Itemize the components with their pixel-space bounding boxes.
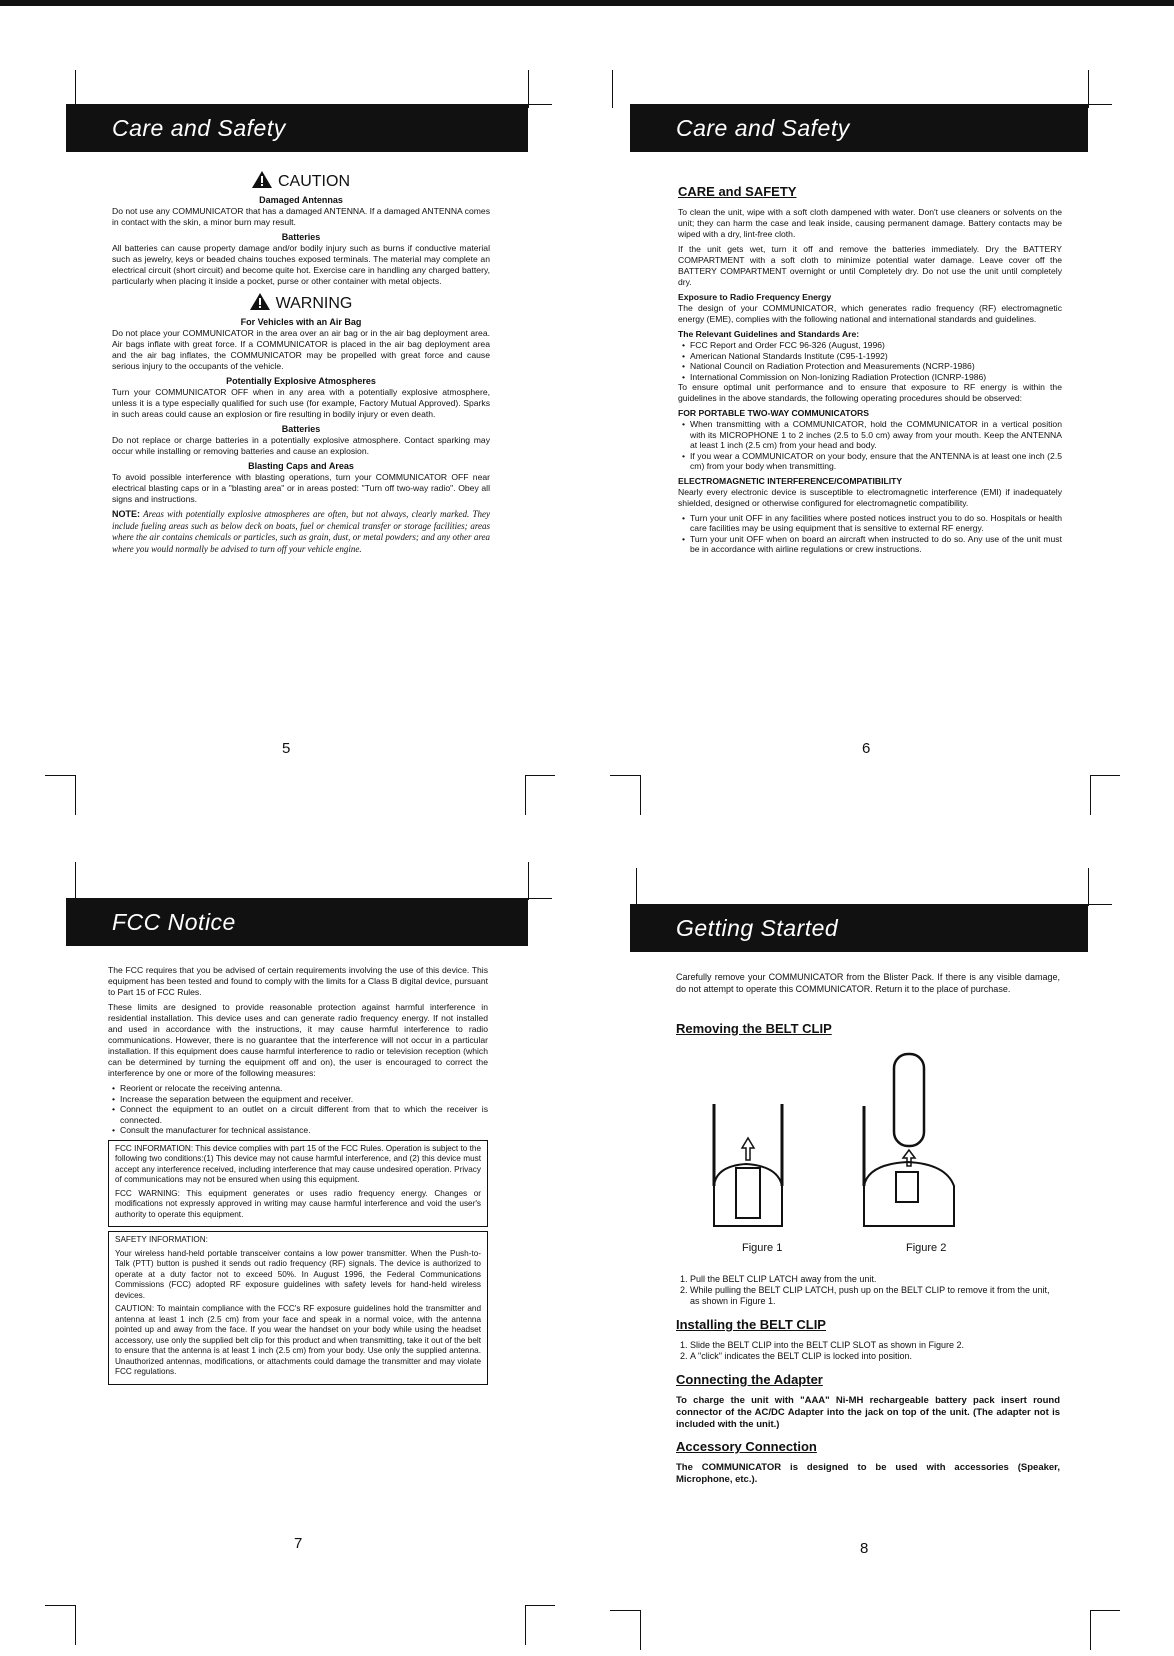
crop-mark bbox=[1088, 868, 1089, 906]
crop-mark bbox=[75, 862, 76, 900]
crop-mark bbox=[612, 70, 613, 108]
crop-mark bbox=[75, 1605, 76, 1645]
list-item: • Connect the equipment to an outlet on a circuit different from that to which the receiver is connected. bbox=[116, 1104, 488, 1125]
caution-heading bbox=[112, 171, 490, 191]
note-text: Areas with potentially explosive atmospheres are often, but not always, clearly marked. They include fueling areas such as below deck on boats, fuel or chemical transfer or storage facilities; areas where the air contains chemicals or particles, such as grain, dust, or metal powders; and any other area where you would normally be advised to turn off your vehicle engine. bbox=[112, 509, 491, 554]
list-item: 1. Pull the BELT CLIP LATCH away from the unit. bbox=[690, 1274, 1060, 1285]
wet-paragraph: If the unit gets wet, turn it off and remove the batteries immediately. Dry the BATTERY COMPARTMENT with a soft cloth to minimize potential water damage. Leave cover off the BATTERY COMPARTMENT overnight or until Completely dry. Do not use the unit until completely dry. bbox=[678, 244, 1062, 287]
air-bag-title: For Vehicles with an Air Bag bbox=[240, 317, 362, 327]
damaged-antennas-title: Damaged Antennas bbox=[259, 195, 343, 205]
crop-mark bbox=[528, 862, 529, 900]
crop-mark bbox=[75, 70, 76, 108]
belt-clip-figure-2-illustration bbox=[846, 1046, 996, 1246]
note-paragraph bbox=[112, 509, 490, 555]
crop-mark bbox=[525, 1605, 555, 1606]
warning-label: WARNING bbox=[275, 295, 353, 312]
warning-triangle-icon bbox=[250, 293, 270, 310]
crop-mark bbox=[1090, 775, 1091, 815]
crop-mark bbox=[1090, 775, 1120, 776]
page6-header-rule bbox=[1088, 104, 1112, 105]
fcc-paragraph-1: The FCC requires that you be advised of certain requirements involving the use of this device. This equipment has been tested and found to comply with the limits for a Class B digital device, pursuant to Part 15 of FCC Rules. bbox=[108, 965, 488, 997]
crop-mark bbox=[525, 775, 526, 815]
accessory-text: The COMMUNICATOR is designed to be used with accessories (Speaker, Microphone, etc.). bbox=[676, 1462, 1060, 1485]
safety-information-text: Your wireless hand-held portable transceiver contains a low power transmitter. When the Push-to-Talk (PTT) button is pushed it sends out radio frequency (RF) signals. The device is authorized to operate at a duty factor not to exceed 50%. In August 1996, the Federal Communications Commissions (FCC) adopted RF exposure guidelines with safety levels for hand-held wireless devices. bbox=[115, 1248, 481, 1300]
page-6 bbox=[678, 180, 1062, 555]
blasting-text: To avoid possible interference with blasting operations, turn your COMMUNICATOR OFF near electrical blasting caps or in a "blasting area" or in areas posted: "Turn off two-way radio". Obey all signs and instructions. bbox=[112, 472, 490, 504]
page5-header-rule bbox=[528, 104, 552, 105]
rf-text: The design of your COMMUNICATOR, which generates radio frequency (RF) electromagnetic energy (EME), complies with the following national and international standards and guidelines. bbox=[678, 303, 1062, 324]
figure-2-caption: Figure 2 bbox=[906, 1242, 947, 1254]
crop-mark bbox=[610, 1610, 640, 1611]
safety-information-box bbox=[108, 1231, 488, 1385]
page7-number: 7 bbox=[294, 1535, 303, 1552]
list-item: 1. Slide the BELT CLIP into the BELT CLIP SLOT as shown in Figure 2. bbox=[690, 1340, 1060, 1351]
figure-1-caption: Figure 1 bbox=[742, 1242, 783, 1254]
removing-belt-clip-title: Removing the BELT CLIP bbox=[676, 1021, 832, 1036]
safety-information-title: SAFETY INFORMATION: bbox=[115, 1235, 208, 1244]
page7-header: FCC Notice bbox=[66, 898, 528, 946]
installing-belt-clip-title: Installing the BELT CLIP bbox=[676, 1317, 826, 1332]
list-item: • National Council on Radiation Protection and Measurements (NCRP-1986) bbox=[686, 361, 1062, 372]
crop-mark bbox=[1088, 70, 1089, 108]
page5-header: Care and Safety bbox=[66, 104, 528, 152]
crop-mark bbox=[1090, 1610, 1091, 1650]
standards-list bbox=[678, 340, 1062, 382]
crop-mark bbox=[640, 775, 641, 815]
list-item: • Reorient or relocate the receiving antenna. bbox=[116, 1083, 488, 1094]
page6-header: Care and Safety bbox=[630, 104, 1088, 152]
caution-label: CAUTION bbox=[278, 173, 350, 190]
page8-header-rule bbox=[1088, 904, 1112, 905]
page8-number: 8 bbox=[860, 1540, 869, 1557]
rf-title: Exposure to Radio Frequency Energy bbox=[678, 292, 832, 302]
crop-mark bbox=[610, 775, 640, 776]
list-item: • Consult the manufacturer for technical assistance. bbox=[116, 1125, 488, 1136]
crop-mark bbox=[75, 775, 76, 815]
crop-mark bbox=[640, 1610, 641, 1650]
explosive-text: Turn your COMMUNICATOR OFF when in any area with a potentially explosive atmosphere, unless it is a type especially qualified for such use (for example, Factory Mutual Approved). Sparks in such areas could cause an explosion or fire resulting in bodily injury or even death. bbox=[112, 387, 490, 419]
page7-header-rule bbox=[528, 898, 552, 899]
crop-mark bbox=[1090, 1610, 1120, 1611]
fcc-information-box bbox=[108, 1140, 488, 1228]
list-item: • Turn your unit OFF in any facilities where posted notices instruct you to do so. Hospitals or health care facilities may be using equipment that is sensitive to external RF energy. bbox=[686, 513, 1062, 534]
connecting-adapter-title: Connecting the Adapter bbox=[676, 1372, 823, 1387]
crop-mark bbox=[525, 775, 555, 776]
list-item: 2. A "click" indicates the BELT CLIP is locked into position. bbox=[690, 1351, 1060, 1362]
adapter-text: To charge the unit with "AAA" Ni-MH rechargeable battery pack insert round connector of the AC/DC Adapter into the jack on top of the unit. (The adapter not is included with the unit.) bbox=[676, 1395, 1060, 1430]
emi-list bbox=[678, 513, 1062, 555]
air-bag-text: Do not place your COMMUNICATOR in the area over an air bag or in the air bag deployment area. Air bags inflate with great force. If a COMMUNICATOR is placed in the air bag deployment area and the air bag inflates, the COMMUNICATOR may be propelled with great force and cause serious injury to the occupants of the vehicle. bbox=[112, 328, 490, 371]
fcc-information-text: FCC INFORMATION: This device complies with part 15 of the FCC Rules. Operation is subject to the following two conditions:(1) This device may not cause harmful interference, and (2) this device must accept any interference received, including interference that may cause undesired operation. Privacy of communications may not be ensured when using this equipment. bbox=[115, 1143, 481, 1184]
portable-title: FOR PORTABLE TWO-WAY COMMUNICATORS bbox=[678, 408, 869, 418]
page-7 bbox=[108, 965, 488, 1385]
list-item: • International Commission on Non-Ionizing Radiation Protection (ICNRP-1986) bbox=[686, 372, 1062, 383]
batteries2-text: Do not replace or charge batteries in a potentially explosive atmosphere. Contact sparking may occur while installing or removing batteries and cause an explosion. bbox=[112, 435, 490, 456]
belt-clip-figure-1-illustration bbox=[676, 1056, 806, 1246]
list-item: • FCC Report and Order FCC 96-326 (August, 1996) bbox=[686, 340, 1062, 351]
batteries-text: All batteries can cause property damage and/or bodily injury such as burns if conductive material such as jewelry, keys or beaded chains touches exposed terminals. The material may complete an electrical circuit (short circuit) and become quite hot. Exercise care in handling any charged battery, particularly when placing it inside a pocket, purse or other container with metal objects. bbox=[112, 243, 490, 286]
care-safety-title: CARE and SAFETY bbox=[678, 184, 797, 199]
caution-triangle-icon bbox=[252, 171, 272, 188]
batteries2-title: Batteries bbox=[281, 424, 321, 434]
crop-mark bbox=[45, 775, 75, 776]
intro-paragraph: Carefully remove your COMMUNICATOR from the Blister Pack. If there is any visible damage, do not attempt to operate this COMMUNICATOR. Return it to the place of purchase. bbox=[676, 972, 1060, 994]
standards-title: The Relevant Guidelines and Standards Are: bbox=[678, 329, 860, 339]
measures-list bbox=[108, 1083, 488, 1136]
page5-number: 5 bbox=[282, 740, 291, 757]
installing-steps bbox=[676, 1340, 1060, 1362]
belt-clip-figures bbox=[676, 1046, 1060, 1256]
damaged-antennas-text: Do not use any COMMUNICATOR that has a damaged ANTENNA. If a damaged ANTENNA comes in contact with the skin, a minor burn may result. bbox=[112, 206, 490, 227]
warning-heading bbox=[112, 293, 490, 313]
fcc-paragraph-2: These limits are designed to provide reasonable protection against harmful interference in residential installation. This device uses and can generate radio frequency energy. If not installed and used in accordance with the instructions, it may cause harmful interference to radio communications. However, there is no guarantee that the interference will not occur in a particular installation. If this equipment does cause harmful interference to radio or television reception (which can be determined by turning the equipment off and on), the user is encouraged to correct the interference by one or more of the following measures: bbox=[108, 1002, 488, 1078]
list-item: • When transmitting with a COMMUNICATOR, hold the COMMUNICATOR in a vertical position with its MICROPHONE 1 to 2 inches (2.5 to 5.0 cm) away from your mouth. Keep the ANTENNA at least 1 inch (2.5 cm) from your head and body. bbox=[686, 419, 1062, 451]
list-item: • American National Standards Institute (C95-1-1992) bbox=[686, 351, 1062, 362]
ensure-text: To ensure optimal unit performance and to ensure that exposure to RF energy is within the guidelines in the above standards, the following operating procedures should be observed: bbox=[678, 382, 1062, 403]
list-item: • If you wear a COMMUNICATOR on your body, ensure that the ANTENNA is at least one inch (2.5 cm) from your body when transmitting. bbox=[686, 451, 1062, 472]
clean-paragraph: To clean the unit, wipe with a soft cloth dampened with water. Don't use cleaners or solvents on the unit; they can harm the case and leak inside, causing permanent damage. Battery contacts may be wiped with a dry, lint-free cloth. bbox=[678, 207, 1062, 239]
emi-text: Nearly every electronic device is susceptible to electromagnetic interference (EMI) if inadequately shielded, designed or otherwise configured for electromagnetic compatibility. bbox=[678, 486, 1062, 508]
list-item: • Increase the separation between the equipment and receiver. bbox=[116, 1094, 488, 1105]
accessory-connection-title: Accessory Connection bbox=[676, 1439, 817, 1454]
scan-top-border bbox=[0, 0, 1174, 6]
list-item: 2. While pulling the BELT CLIP LATCH, push up on the BELT CLIP to remove it from the unit, as shown in Figure 1. bbox=[690, 1285, 1060, 1307]
crop-mark bbox=[636, 868, 637, 906]
crop-mark bbox=[45, 1605, 75, 1606]
blasting-title: Blasting Caps and Areas bbox=[248, 461, 354, 471]
page-5 bbox=[112, 165, 490, 559]
page-8 bbox=[676, 972, 1060, 1490]
note-label: NOTE: bbox=[112, 509, 140, 519]
crop-mark bbox=[525, 1605, 526, 1645]
emi-title: ELECTROMAGNETIC INTERFERENCE/COMPATIBILITY bbox=[678, 475, 903, 486]
safety-caution-text: CAUTION: To maintain compliance with the FCC's RF exposure guidelines hold the transmitter and antenna at least 1 inch (2.5 cm) from your face and speak in a normal voice, with the antenna pointed up and away from the face. If you wear the handset on your body while using the headset accessory, use only the supplied belt clip for this product and when transmitting, take it out of the belt to ensure that the antenna is at least 1 inch (2.5 cm) from your body. Use only the supplied antenna. Unauthorized antennas, modifications, or attachments could damage the transmitter and may violate FCC regulations. bbox=[115, 1304, 481, 1376]
page6-number: 6 bbox=[862, 740, 871, 757]
batteries-title: Batteries bbox=[281, 232, 321, 242]
explosive-title: Potentially Explosive Atmospheres bbox=[226, 376, 376, 386]
fcc-warning-text: FCC WARNING: This equipment generates or uses radio frequency energy. Changes or modifications not expressly approved in writing may cause harmful interference and void the user's authority to operate this equipment. bbox=[115, 1188, 481, 1219]
list-item: • Turn your unit OFF when on board an aircraft when instructed to do so. Any use of the unit must be in accordance with airline regulations or crew instructions. bbox=[686, 534, 1062, 555]
crop-mark bbox=[528, 70, 529, 108]
removing-steps bbox=[676, 1274, 1060, 1307]
portable-list bbox=[678, 419, 1062, 472]
page8-header: Getting Started bbox=[630, 904, 1088, 952]
